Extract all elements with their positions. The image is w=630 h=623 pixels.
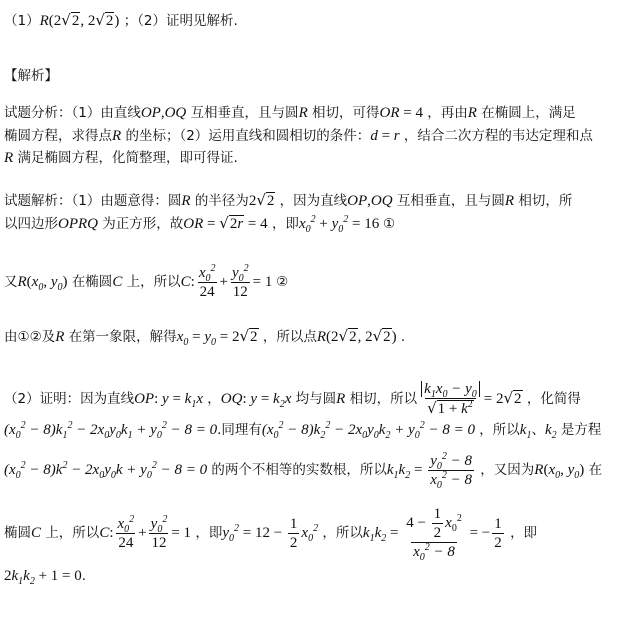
math: $x_0$ <box>176 329 189 348</box>
math: $y_0^2$ <box>222 523 239 544</box>
math: C <box>31 525 42 541</box>
text: 以四边形 <box>4 216 58 232</box>
text: ，再由 <box>427 105 468 121</box>
text: ，结合二次方程的韦达定理和点 <box>403 128 593 144</box>
math: = 4 <box>399 105 423 121</box>
fraction: $\frac{x_0^2}{24}$ <box>198 262 216 300</box>
math: R <box>181 193 191 209</box>
math: r <box>393 128 400 144</box>
math: $k_1k_2$ <box>386 462 411 481</box>
text: ；（2）证明见解析. <box>123 13 238 29</box>
math: = <box>386 525 403 541</box>
solution-line <box>4 378 624 419</box>
math: R <box>316 329 326 345</box>
math: = 1 <box>252 274 277 290</box>
math: R <box>534 462 544 478</box>
math: $(x_0^2 - 8)k_2^2 - 2x_0y_0k_2 + y_0^2 - 8 = 0$ <box>261 420 475 441</box>
math: C <box>99 525 110 541</box>
math: 2 <box>4 568 12 584</box>
text: ，即 <box>271 216 299 232</box>
math: $y_0$ <box>567 462 580 481</box>
math: OP <box>134 391 155 407</box>
math: $k_1k_2$ <box>11 568 35 587</box>
math: OR <box>183 216 204 232</box>
math: $y_0^2$ <box>331 214 349 235</box>
math: C <box>180 274 191 290</box>
math: y <box>162 391 169 407</box>
math: C <box>112 274 123 290</box>
math: $(x_0^2 - 8)k^2 - 2x_0y_0k + y_0^2 - 8 = 0$ <box>4 460 208 481</box>
text: （2）证明：因为直线 <box>4 391 135 407</box>
math: OPRQ <box>58 216 98 232</box>
math: R <box>55 329 65 345</box>
math: ( <box>26 274 32 290</box>
math: + <box>219 274 228 290</box>
math: $x_0$ <box>548 462 561 481</box>
fraction: $\frac{k_1x_0 - y_0}{√1 + k^2}$ <box>419 381 482 417</box>
text: 互相垂直，且与圆 <box>396 193 505 209</box>
math: $y_0$ <box>50 274 63 293</box>
text: （1） <box>4 13 40 29</box>
math: $x_0^2$ <box>298 214 316 235</box>
text: ，化简得 <box>526 391 581 407</box>
math: d <box>370 128 378 144</box>
math: = 16 <box>348 216 383 232</box>
math: = <box>377 128 394 144</box>
solution-line <box>4 420 624 440</box>
text: 相切，可得 <box>312 105 380 121</box>
math: + 1 = 0 <box>34 568 82 584</box>
text: . <box>81 568 87 584</box>
text: 均与圆 <box>295 391 337 407</box>
math: = − <box>465 525 491 541</box>
math: $k_1$ <box>519 422 532 441</box>
math: $x_0^2$ <box>301 523 319 544</box>
math: : <box>190 274 195 290</box>
math: $(x_0^2 - 8)k_1^2 - 2x_0y_0k_1 + y_0^2 - 8 = 0$ <box>4 420 218 441</box>
math: = <box>410 462 427 478</box>
solution-line <box>4 190 624 211</box>
math: = 12 − <box>239 525 286 541</box>
math: + <box>138 525 147 541</box>
math: R <box>112 128 122 144</box>
analysis-line <box>4 103 624 123</box>
text: 试题解析：（1）由题意得：圆 <box>4 193 182 209</box>
math: = <box>168 391 185 407</box>
text: 互相垂直，且与圆 <box>190 105 299 121</box>
solution-line <box>4 326 624 347</box>
text: ，所以点 <box>262 329 317 345</box>
fraction: $\frac{y_0^2 - 8}{x_0^2 - 8}$ <box>430 450 472 491</box>
text: 、 <box>531 422 545 438</box>
math: OP <box>140 105 161 121</box>
text: ，因为直线 <box>279 193 348 209</box>
math: = <box>257 391 274 407</box>
math: $x_0$ <box>31 274 44 293</box>
text: .同理有 <box>217 422 262 438</box>
text: 由①②及 <box>4 329 56 345</box>
math: OQ <box>370 193 393 209</box>
fraction: $\frac{y_0^2}{12}$ <box>150 513 168 551</box>
text: 是方程 <box>560 422 602 438</box>
math: R <box>17 274 27 290</box>
math: : <box>242 391 251 407</box>
solution-line <box>4 506 624 563</box>
answer-line <box>4 10 624 31</box>
text: 上，所以 <box>126 274 181 290</box>
solution-line <box>4 566 624 586</box>
math: R <box>504 193 515 209</box>
math: OQ <box>220 391 243 407</box>
text: 【解析】 <box>4 68 58 84</box>
math: , <box>367 193 371 209</box>
text: 为正方形，故 <box>102 216 184 232</box>
text: ② <box>276 274 289 290</box>
text: 椭圆方程，求得点 <box>4 128 112 144</box>
fraction: 4 − $\frac{1}{2}$ $x_0^2$ $x_0^2 - 8$ <box>406 506 462 563</box>
math: OP <box>347 193 368 209</box>
text: 相切，所以 <box>349 391 418 407</box>
math: $k_1k_2$ <box>362 525 387 544</box>
math: OR <box>379 105 400 121</box>
solution-line <box>4 213 624 234</box>
math: $y_0$ <box>204 329 216 348</box>
text: 满足椭圆方程，化简整理，即可得证. <box>17 150 238 166</box>
math: = √2r = 4 <box>203 214 268 232</box>
math: = 2√2 <box>216 327 258 345</box>
math: , <box>43 274 51 290</box>
text: 在椭圆 <box>71 274 113 290</box>
fraction: $\frac{x_0^2}{24}$ <box>117 513 135 551</box>
text: ，所以 <box>479 422 520 438</box>
math: 2√2 <box>248 191 275 209</box>
math: + <box>315 216 332 232</box>
text: 椭圆 <box>4 525 31 541</box>
solution-line <box>4 450 624 490</box>
math: $k_2x$ <box>273 391 292 410</box>
text: ， <box>207 391 221 407</box>
text: 的坐标；（2）运用直线和圆相切的条件： <box>125 128 371 144</box>
math: R <box>467 105 477 121</box>
math: = 1 <box>171 525 192 541</box>
text: 试题分析：（1）由直线 <box>4 105 141 121</box>
text: ，即 <box>195 525 223 541</box>
fraction: $\frac{y_0^2}{12}$ <box>231 262 249 300</box>
text: 的半径为 <box>194 193 249 209</box>
math: R <box>4 150 14 166</box>
section-heading <box>4 66 624 86</box>
math: , <box>560 462 568 478</box>
solution-line <box>4 262 624 302</box>
math: ) <box>62 274 68 290</box>
math: $k_2$ <box>544 422 557 441</box>
text: ，所以 <box>322 525 363 541</box>
math: (2√2, 2√2) <box>48 11 120 29</box>
math: = <box>188 329 205 345</box>
text: 在椭圆上，满足 <box>481 105 576 121</box>
math: R <box>39 13 49 29</box>
text: 上，所以 <box>45 525 100 541</box>
text: ，又因为 <box>480 462 535 478</box>
math: R <box>336 391 346 407</box>
math: ( <box>543 462 549 478</box>
math: $k_1x$ <box>184 391 203 410</box>
math: , <box>160 105 165 121</box>
math: : <box>109 525 114 541</box>
text: 在 <box>588 462 603 478</box>
text: 相切，所 <box>518 193 573 209</box>
math: (2√2, 2√2) <box>326 327 397 345</box>
math: R <box>298 105 308 121</box>
analysis-line <box>4 148 624 168</box>
math: OQ <box>164 105 187 121</box>
math: = 2√2 <box>483 389 522 407</box>
math: ) <box>579 462 585 478</box>
text: . <box>400 329 406 345</box>
fraction: $\frac{1}{2}$ <box>494 515 502 551</box>
text: 在第一象限，解得 <box>68 329 177 345</box>
text: ，即 <box>510 525 538 541</box>
math: y <box>250 391 258 407</box>
text: 的两个不相等的实数根，所以 <box>211 462 387 478</box>
text: ① <box>382 216 396 232</box>
analysis-line <box>4 126 624 146</box>
math: : <box>154 391 163 407</box>
text: 又 <box>4 274 18 290</box>
fraction: $\frac{1}{2}$ <box>289 515 298 551</box>
